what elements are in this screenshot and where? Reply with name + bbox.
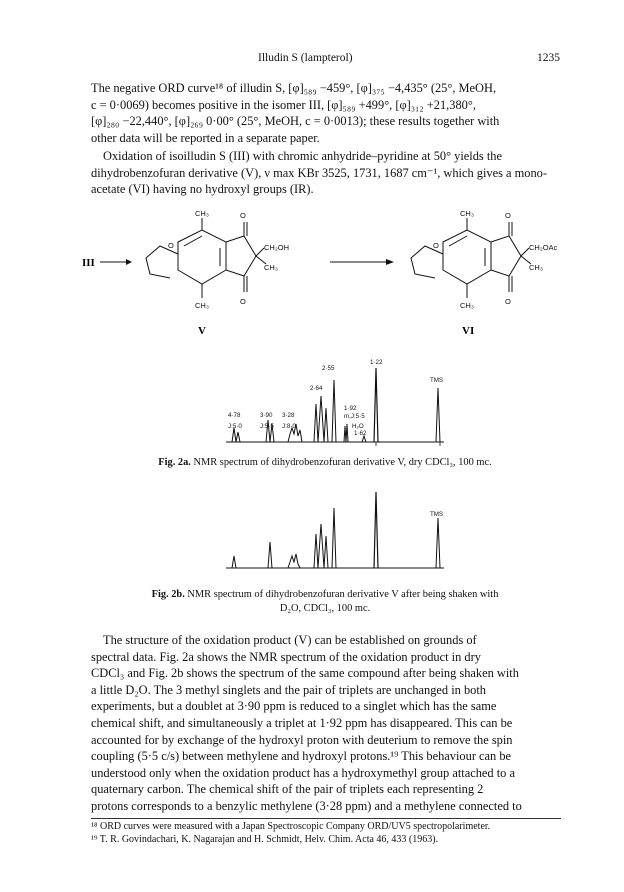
peak-2-55 (332, 380, 336, 442)
svg-text:CH₃: CH₃ (460, 301, 474, 310)
text-line: other data will be reported in a separate paper. (91, 130, 320, 145)
footnotes (91, 820, 561, 846)
svg-text:3·28: 3·28 (282, 412, 295, 419)
text-line: [φ]₂₈₀ −22,440°, [φ]₂₆₉ 0·00° (25°, MeOH, c = 0·0013); these results together with (91, 114, 500, 129)
svg-text:O: O (433, 241, 439, 250)
svg-text:O: O (240, 297, 246, 306)
reactant-label: III (82, 257, 95, 269)
svg-text:O: O (240, 211, 246, 220)
figure-2b-text-2: D₂O, CDCl₃, 100 mc. (279, 603, 371, 614)
structure-vi (411, 209, 558, 310)
svg-text:1·22: 1·22 (370, 359, 383, 366)
text-line: experiments, but a doublet at 3·90 ppm is reduced to a singlet which has the same (91, 699, 497, 714)
figure-2a-text: NMR spectrum of dihydrobenzofuran derivative V, dry CDCl₃, 100 mc. (193, 457, 492, 468)
svg-text:4·78: 4·78 (228, 412, 241, 419)
svg-text:1·92: 1·92 (344, 405, 357, 412)
compound-v-label: V (198, 325, 206, 337)
paragraph-ord (91, 80, 559, 146)
compound-vi-label: VI (462, 325, 475, 337)
peak-1-22 (374, 368, 378, 442)
svg-text:H₂O: H₂O (352, 423, 364, 430)
svg-text:J:8·0: J:8·0 (282, 423, 296, 430)
peak-tms (436, 388, 440, 442)
figure-2b-label: Fig. 2b. (151, 589, 185, 600)
svg-text:J:5·0: J:5·0 (228, 423, 242, 430)
figure-2b-caption (91, 588, 559, 616)
footnote-19: ¹⁹ T. R. Govindachari, K. Nagarajan and H. Schmidt, Helv. Chim. Acta 46, 433 (1963). (91, 834, 439, 845)
svg-text:J:5·5: J:5·5 (260, 423, 274, 430)
text-line: The structure of the oxidation product (V) can be established on grounds of (103, 633, 477, 647)
peak-4-78 (232, 428, 240, 442)
svg-text:CH₂OAc: CH₂OAc (529, 243, 558, 252)
text-line: protons corresponds to a benzylic methylene (3·28 ppm) and a methylene connected to (91, 798, 522, 813)
arrow-head (126, 259, 132, 265)
svg-text:2·64: 2·64 (310, 385, 323, 392)
page-number: 1235 (537, 52, 560, 64)
text-line: understood only when the oxidation product has a hydroxymethyl group attached to a (91, 765, 515, 780)
svg-text:2·55: 2·55 (322, 365, 335, 372)
svg-text:O: O (505, 211, 511, 220)
svg-text:CH₂OH: CH₂OH (264, 243, 289, 252)
header-title: Illudin S (lampterol) (258, 52, 353, 64)
figure-2a-label: Fig. 2a. (158, 457, 191, 468)
nmr-spectrum-2b (218, 484, 458, 576)
reaction-scheme (60, 208, 580, 343)
text-line: dihydrobenzofuran derivative (V), ν max KBr 3525, 1731, 1687 cm⁻¹, which gives a mono- (91, 165, 547, 180)
svg-text:1·62: 1·62 (354, 430, 367, 437)
running-header (0, 52, 624, 68)
footnote-18: ¹⁸ ORD curves were measured with a Japan Spectroscopic Company ORD/UV5 spectropolarimeter. (91, 821, 491, 832)
text-line: chemical shift, and simultaneously a triplet at 1·92 ppm has disappeared. This can be (91, 715, 513, 730)
svg-text:CH₃: CH₃ (264, 263, 278, 272)
nmr-spectrum-2a (218, 358, 458, 450)
text-line: Oxidation of isoilludin S (III) with chromic anhydride–pyridine at 50° yields the (103, 149, 502, 163)
text-line: spectral data. Fig. 2a shows the NMR spectrum of the oxidation product in dry (91, 649, 481, 664)
text-line: coupling (5·5 c/s) between methylene and hydroxyl protons.¹⁹ This behaviour can be (91, 749, 512, 764)
svg-text:3·90: 3·90 (260, 412, 273, 419)
text-line: CDCl₃ and Fig. 2b shows the spectrum of the same compound after being shaken with (91, 666, 519, 681)
svg-text:CH₃: CH₃ (195, 209, 209, 218)
arrow-head (386, 259, 394, 265)
text-line: acetate (VI) having no hydroxyl groups (IR). (91, 182, 314, 197)
footnote-rule (91, 818, 561, 819)
peak-2-64 (314, 396, 328, 442)
svg-text:TMS: TMS (430, 511, 444, 518)
svg-text:CH₃: CH₃ (460, 209, 474, 218)
text-line: accounted for by exchange of the hydroxyl proton with deuterium to remove the spin (91, 732, 513, 747)
peak-1-92 (344, 424, 348, 442)
text-line: The negative ORD curve¹⁸ of illudin S, [φ]₅₈₉ −459°, [φ]₃₇₅ −4,435° (25°, MeOH, (91, 81, 497, 95)
paragraph-structure (91, 632, 559, 815)
paragraph-oxidation (91, 148, 559, 198)
svg-text:O: O (168, 241, 174, 250)
svg-text:TMS: TMS (430, 377, 444, 384)
structure-v (146, 209, 289, 310)
text-line: c = 0·0069) becomes positive in the isomer III, [φ]₅₈₉ +499°, [φ]₃₁₂ +21,380°, (91, 97, 476, 112)
figure-2b-text: NMR spectrum of dihydrobenzofuran derivative V after being shaken with (187, 589, 499, 600)
svg-text:CH₃: CH₃ (195, 301, 209, 310)
svg-text:CH₃: CH₃ (529, 263, 543, 272)
svg-text:m,J:5·5: m,J:5·5 (344, 413, 365, 420)
text-line: quaternary carbon. The chemical shift of the pair of triplets each representing 2 (91, 782, 484, 797)
text-line: a little D₂O. The 3 methyl singlets and the pair of triplets are unchanged in both (91, 682, 486, 697)
svg-text:O: O (505, 297, 511, 306)
figure-2a-caption (91, 456, 559, 470)
